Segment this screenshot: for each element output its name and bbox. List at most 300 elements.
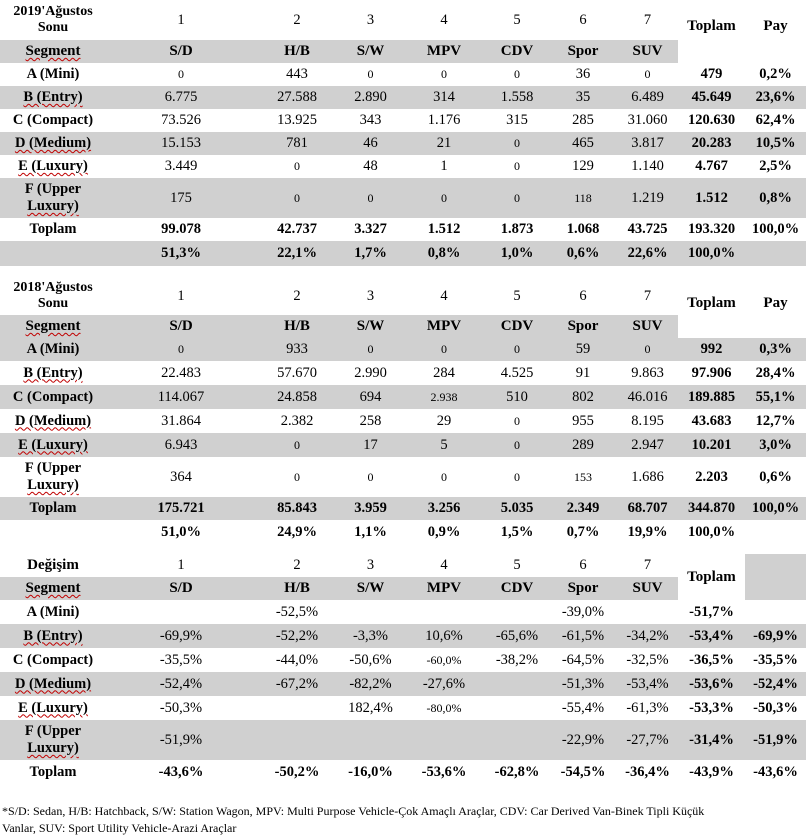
cell <box>338 600 403 624</box>
row-total: 344.870 <box>678 497 745 520</box>
cell: 0 <box>256 155 338 178</box>
cell: 3.959 <box>338 497 403 520</box>
share-header: Pay <box>745 0 806 63</box>
row-share: 2,5% <box>745 155 806 178</box>
col-number: 3 <box>338 554 403 577</box>
cell: 2.947 <box>617 433 678 457</box>
row-total: 1.512 <box>678 178 745 218</box>
cell: 114.067 <box>106 385 256 409</box>
table-change <box>0 554 806 785</box>
cell: 0 <box>338 338 403 361</box>
row-total: -31,4% <box>678 720 745 760</box>
cell: 955 <box>549 409 617 433</box>
segment-col: H/B <box>256 315 338 338</box>
cell: -44,0% <box>256 648 338 672</box>
row-share: 0,8% <box>745 178 806 218</box>
row-share: 28,4% <box>745 361 806 385</box>
cell: -39,0% <box>549 600 617 624</box>
cell: 1.512 <box>403 218 485 241</box>
cell: 0,9% <box>403 520 485 545</box>
col-number: 6 <box>549 554 617 577</box>
cell: 73.526 <box>106 109 256 132</box>
cell: -3,3% <box>338 624 403 648</box>
segment-col: S/W <box>338 40 403 63</box>
cell: 48 <box>338 155 403 178</box>
row-total: -53,3% <box>678 696 745 720</box>
table-row <box>0 338 806 361</box>
cell: 31.060 <box>617 109 678 132</box>
col-number: 3 <box>338 0 403 40</box>
cell: 1.068 <box>549 218 617 241</box>
cell: 0 <box>403 457 485 497</box>
cell: -55,4% <box>549 696 617 720</box>
row-total: 100,0% <box>678 520 745 545</box>
row-total: 2.203 <box>678 457 745 497</box>
cell: -67,2% <box>256 672 338 696</box>
cell: 0 <box>485 155 549 178</box>
col-number: 2 <box>256 277 338 315</box>
segment-col: S/W <box>338 577 403 600</box>
row-label: F (Upper Luxury) <box>0 178 106 218</box>
row-total: 4.767 <box>678 155 745 178</box>
row-label: A (Mini) <box>0 338 106 361</box>
col-number: 4 <box>403 277 485 315</box>
cell: 1.219 <box>617 178 678 218</box>
total-header: Toplam <box>678 554 745 600</box>
extra-header <box>745 554 806 600</box>
cell: 0,7% <box>549 520 617 545</box>
row-label: F (Upper Luxury) <box>0 457 106 497</box>
row-label: Toplam <box>0 760 106 785</box>
col-number: 1 <box>106 554 256 577</box>
col-number: 7 <box>617 0 678 40</box>
cell: 0 <box>256 457 338 497</box>
row-total: -53,6% <box>678 672 745 696</box>
table-row <box>0 155 806 178</box>
cell: 0,6% <box>549 241 617 266</box>
cell: -53,6% <box>403 760 485 785</box>
row-label: B (Entry) <box>0 361 106 385</box>
cell: 91 <box>549 361 617 385</box>
cell: 694 <box>338 385 403 409</box>
row-label: A (Mini) <box>0 600 106 624</box>
cell: 1,5% <box>485 520 549 545</box>
col-number: 5 <box>485 0 549 40</box>
row-share: 12,7% <box>745 409 806 433</box>
table-row <box>0 178 806 218</box>
cell: 1,0% <box>485 241 549 266</box>
cell: 22,6% <box>617 241 678 266</box>
cell: 0 <box>106 338 256 361</box>
cell: 0 <box>485 433 549 457</box>
row-total: -43,9% <box>678 760 745 785</box>
row-share: 0,3% <box>745 338 806 361</box>
row-share: 10,5% <box>745 132 806 155</box>
row-total: 20.283 <box>678 132 745 155</box>
cell: 13.925 <box>256 109 338 132</box>
cell: -22,9% <box>549 720 617 760</box>
cell: 364 <box>106 457 256 497</box>
cell <box>256 696 338 720</box>
cell: -16,0% <box>338 760 403 785</box>
cell: -51,3% <box>549 672 617 696</box>
cell: 1.686 <box>617 457 678 497</box>
table-row <box>0 385 806 409</box>
row-share: 100,0% <box>745 218 806 241</box>
cell: -34,2% <box>617 624 678 648</box>
table-row <box>0 648 806 672</box>
cell <box>403 720 485 760</box>
row-total: 189.885 <box>678 385 745 409</box>
cell: 2.890 <box>338 86 403 109</box>
cell: 285 <box>549 109 617 132</box>
cell: -51,9% <box>106 720 256 760</box>
segment-col: MPV <box>403 40 485 63</box>
row-label <box>0 520 106 545</box>
row-label: A (Mini) <box>0 63 106 86</box>
cell: 443 <box>256 63 338 86</box>
row-label: Toplam <box>0 497 106 520</box>
table-row <box>0 109 806 132</box>
row-label: D (Medium) <box>0 409 106 433</box>
cell: 2.990 <box>338 361 403 385</box>
table-row <box>0 457 806 497</box>
segment-header: Segment <box>0 40 106 63</box>
cell: 182,4% <box>338 696 403 720</box>
cell: 175.721 <box>106 497 256 520</box>
cell: 0 <box>485 338 549 361</box>
cell: 781 <box>256 132 338 155</box>
cell: 22.483 <box>106 361 256 385</box>
cell: 1,7% <box>338 241 403 266</box>
segment-header: Segment <box>0 577 106 600</box>
pct-row <box>0 520 806 545</box>
cell: 315 <box>485 109 549 132</box>
row-total: 45.649 <box>678 86 745 109</box>
cell: 0 <box>485 178 549 218</box>
cell <box>485 600 549 624</box>
segment-col: SUV <box>617 315 678 338</box>
row-share: 23,6% <box>745 86 806 109</box>
row-total: -51,7% <box>678 600 745 624</box>
table-row <box>0 672 806 696</box>
cell: 42.737 <box>256 218 338 241</box>
cell: 802 <box>549 385 617 409</box>
cell: 99.078 <box>106 218 256 241</box>
cell: -27,6% <box>403 672 485 696</box>
cell: 0 <box>485 457 549 497</box>
row-share <box>745 241 806 266</box>
segment-col: S/D <box>106 40 256 63</box>
col-number: 3 <box>338 277 403 315</box>
row-label: Toplam <box>0 218 106 241</box>
cell: 0 <box>485 63 549 86</box>
cell: 1.176 <box>403 109 485 132</box>
segment-col: MPV <box>403 315 485 338</box>
cell: 0 <box>338 457 403 497</box>
segment-header: Segment <box>0 315 106 338</box>
row-label: E (Luxury) <box>0 433 106 457</box>
col-number: 2 <box>256 554 338 577</box>
row-total: 43.683 <box>678 409 745 433</box>
cell: 1.558 <box>485 86 549 109</box>
col-number: 5 <box>485 554 549 577</box>
cell: 0 <box>403 178 485 218</box>
row-label: D (Medium) <box>0 672 106 696</box>
footnote <box>2 803 802 837</box>
table-row <box>0 132 806 155</box>
col-number: 4 <box>403 554 485 577</box>
col-number: 6 <box>549 0 617 40</box>
cell: 1.140 <box>617 155 678 178</box>
cell: 21 <box>403 132 485 155</box>
row-share: 0,6% <box>745 457 806 497</box>
cell: 31.864 <box>106 409 256 433</box>
cell: -61,5% <box>549 624 617 648</box>
cell <box>617 600 678 624</box>
table-change-header-row <box>0 554 806 577</box>
cell: -60,0% <box>403 648 485 672</box>
col-number: 1 <box>106 277 256 315</box>
pct-row <box>0 241 806 266</box>
cell <box>106 600 256 624</box>
cell: 2.938 <box>403 385 485 409</box>
col-number: 2 <box>256 0 338 40</box>
row-share: 3,0% <box>745 433 806 457</box>
cell: 24,9% <box>256 520 338 545</box>
table-change-title: Değişim <box>0 554 106 577</box>
cell: 15.153 <box>106 132 256 155</box>
segment-col: S/D <box>106 577 256 600</box>
cell: -65,6% <box>485 624 549 648</box>
cell: 0 <box>256 178 338 218</box>
cell: -32,5% <box>617 648 678 672</box>
cell: 314 <box>403 86 485 109</box>
cell: 933 <box>256 338 338 361</box>
cell: -52,2% <box>256 624 338 648</box>
segment-col: SUV <box>617 40 678 63</box>
cell: 3.256 <box>403 497 485 520</box>
cell: 0 <box>403 63 485 86</box>
table-2019-header-row <box>0 0 806 40</box>
row-total: 479 <box>678 63 745 86</box>
cell: 4.525 <box>485 361 549 385</box>
row-extra <box>745 600 806 624</box>
cell: 6.489 <box>617 86 678 109</box>
table-row <box>0 600 806 624</box>
cell: 3.449 <box>106 155 256 178</box>
row-total: 120.630 <box>678 109 745 132</box>
row-share: 62,4% <box>745 109 806 132</box>
table-2019 <box>0 0 806 266</box>
cell <box>485 696 549 720</box>
row-label <box>0 241 106 266</box>
cell: 0 <box>403 338 485 361</box>
cell <box>485 720 549 760</box>
cell: 343 <box>338 109 403 132</box>
row-extra: -69,9% <box>745 624 806 648</box>
segment-col: SUV <box>617 577 678 600</box>
cell: -50,6% <box>338 648 403 672</box>
segment-col: CDV <box>485 315 549 338</box>
segment-col: S/W <box>338 315 403 338</box>
row-share: 55,1% <box>745 385 806 409</box>
cell: 19,9% <box>617 520 678 545</box>
row-total: -53,4% <box>678 624 745 648</box>
table-row <box>0 624 806 648</box>
total-header: Toplam <box>678 277 745 338</box>
col-number: 4 <box>403 0 485 40</box>
cell: 0 <box>617 63 678 86</box>
cell: 22,1% <box>256 241 338 266</box>
cell: 17 <box>338 433 403 457</box>
cell: -62,8% <box>485 760 549 785</box>
cell: 3.327 <box>338 218 403 241</box>
cell: 0 <box>485 132 549 155</box>
col-number: 6 <box>549 277 617 315</box>
cell: 1.873 <box>485 218 549 241</box>
cell: -64,5% <box>549 648 617 672</box>
row-total: 100,0% <box>678 241 745 266</box>
cell: 68.707 <box>617 497 678 520</box>
cell: 36 <box>549 63 617 86</box>
cell: 0 <box>617 338 678 361</box>
share-header: Pay <box>745 277 806 338</box>
cell: -43,6% <box>106 760 256 785</box>
row-total: -36,5% <box>678 648 745 672</box>
cell: 5.035 <box>485 497 549 520</box>
cell: -27,7% <box>617 720 678 760</box>
cell: 85.843 <box>256 497 338 520</box>
row-total: 10.201 <box>678 433 745 457</box>
table-row <box>0 63 806 86</box>
row-label: D (Medium) <box>0 132 106 155</box>
cell: -82,2% <box>338 672 403 696</box>
cell: 0 <box>338 178 403 218</box>
col-number: 7 <box>617 554 678 577</box>
footnote-line-2: Vanlar, SUV: Sport Utility Vehicle-Arazi Araçlar <box>2 821 237 835</box>
cell: 3.817 <box>617 132 678 155</box>
table-row <box>0 696 806 720</box>
cell: 153 <box>549 457 617 497</box>
cell: 6.775 <box>106 86 256 109</box>
row-label: B (Entry) <box>0 624 106 648</box>
cell: -54,5% <box>549 760 617 785</box>
row-extra: -43,6% <box>745 760 806 785</box>
cell: 0 <box>106 63 256 86</box>
cell: 175 <box>106 178 256 218</box>
cell: 1,1% <box>338 520 403 545</box>
row-extra: -51,9% <box>745 720 806 760</box>
cell: 2.349 <box>549 497 617 520</box>
cell: 510 <box>485 385 549 409</box>
segment-col: S/D <box>106 315 256 338</box>
cell: 35 <box>549 86 617 109</box>
col-number: 7 <box>617 277 678 315</box>
total-row <box>0 497 806 520</box>
table-2018 <box>0 277 806 545</box>
cell: 59 <box>549 338 617 361</box>
row-label: B (Entry) <box>0 86 106 109</box>
cell: -53,4% <box>617 672 678 696</box>
segment-col: H/B <box>256 40 338 63</box>
segment-col: CDV <box>485 40 549 63</box>
row-label: C (Compact) <box>0 109 106 132</box>
row-label: C (Compact) <box>0 648 106 672</box>
row-extra: -35,5% <box>745 648 806 672</box>
table-row <box>0 720 806 760</box>
table-row <box>0 433 806 457</box>
cell: -50,3% <box>106 696 256 720</box>
cell: 289 <box>549 433 617 457</box>
cell: 46 <box>338 132 403 155</box>
cell <box>256 720 338 760</box>
cell: 51,0% <box>106 520 256 545</box>
cell: -36,4% <box>617 760 678 785</box>
total-row <box>0 218 806 241</box>
table-row <box>0 361 806 385</box>
cell: -61,3% <box>617 696 678 720</box>
cell: 43.725 <box>617 218 678 241</box>
cell <box>403 600 485 624</box>
cell: 284 <box>403 361 485 385</box>
row-label: E (Luxury) <box>0 696 106 720</box>
row-share <box>745 520 806 545</box>
cell: -38,2% <box>485 648 549 672</box>
cell: -50,2% <box>256 760 338 785</box>
cell: 129 <box>549 155 617 178</box>
total-row <box>0 760 806 785</box>
segment-col: Spor <box>549 315 617 338</box>
cell: 0 <box>256 433 338 457</box>
segment-col: MPV <box>403 577 485 600</box>
cell: 2.382 <box>256 409 338 433</box>
cell: -52,4% <box>106 672 256 696</box>
cell <box>485 672 549 696</box>
table-2019-title: 2019'Ağustos Sonu <box>0 0 106 40</box>
row-total: 992 <box>678 338 745 361</box>
row-label: F (Upper Luxury) <box>0 720 106 760</box>
table-row <box>0 86 806 109</box>
cell: 1 <box>403 155 485 178</box>
cell: 10,6% <box>403 624 485 648</box>
row-label: C (Compact) <box>0 385 106 409</box>
row-total: 193.320 <box>678 218 745 241</box>
cell: 51,3% <box>106 241 256 266</box>
cell: 5 <box>403 433 485 457</box>
table-row <box>0 409 806 433</box>
segment-col: CDV <box>485 577 549 600</box>
cell: 258 <box>338 409 403 433</box>
cell: 57.670 <box>256 361 338 385</box>
cell: 27.588 <box>256 86 338 109</box>
row-share: 0,2% <box>745 63 806 86</box>
footnote-line-1: *S/D: Sedan, H/B: Hatchback, S/W: Station Wagon, MPV: Multi Purpose Vehicle-Çok Amaçlı Araçlar, CDV: Car Derived Van-Binek Tipli Küçük <box>2 804 705 818</box>
cell: 0 <box>338 63 403 86</box>
col-number: 1 <box>106 0 256 40</box>
cell: 46.016 <box>617 385 678 409</box>
cell: 8.195 <box>617 409 678 433</box>
row-extra: -52,4% <box>745 672 806 696</box>
cell: 24.858 <box>256 385 338 409</box>
row-total: 97.906 <box>678 361 745 385</box>
table-2018-header-row <box>0 277 806 315</box>
table-2018-title: 2018'Ağustos Sonu <box>0 277 106 315</box>
cell: 29 <box>403 409 485 433</box>
cell: 465 <box>549 132 617 155</box>
segment-col: Spor <box>549 40 617 63</box>
segment-col: H/B <box>256 577 338 600</box>
